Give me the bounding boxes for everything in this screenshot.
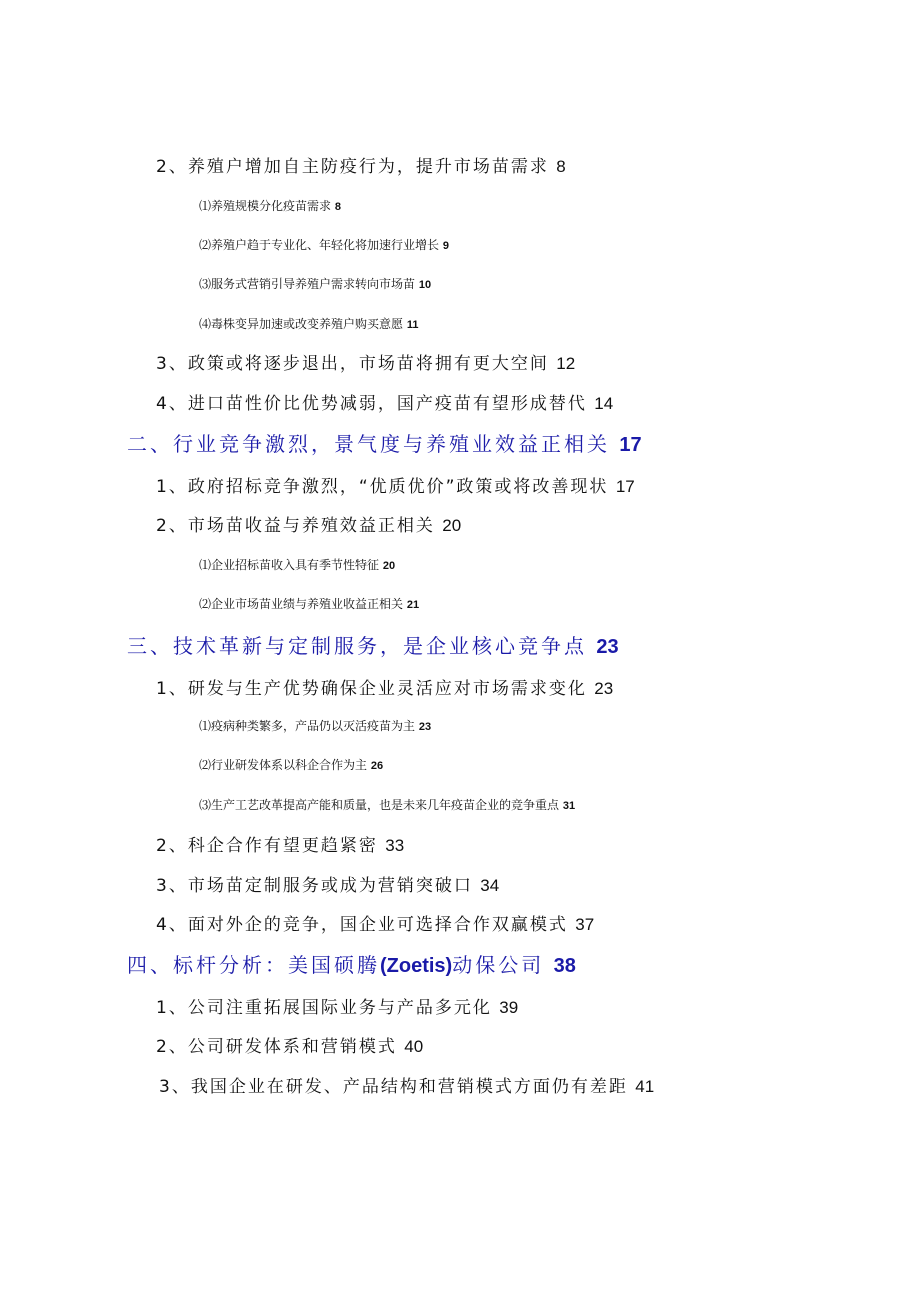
toc-page-number: 37 [575,915,595,934]
toc-chapter-heading[interactable] [127,949,576,978]
toc-entry-text: ⑶服务式营销引导养殖户需求转向市场苗 [199,277,416,291]
toc-entry[interactable] [199,315,418,332]
toc-entry-text: ⑵养殖户趋于专业化、年轻化将加速行业增长 [199,238,440,252]
toc-entry[interactable] [199,756,383,773]
toc-page-number: 34 [480,876,500,895]
toc-entry-text: 1、研发与生产优势确保企业灵活应对市场需求变化 [156,679,587,699]
toc-chapter-heading[interactable] [127,630,619,659]
toc-entry[interactable] [156,674,613,699]
toc-page-number: 40 [404,1037,424,1056]
toc-entry[interactable] [199,796,575,813]
toc-entry[interactable] [199,197,341,214]
toc-entry[interactable] [156,349,575,374]
toc-entry-text: 2、市场苗收益与养殖效益正相关 [156,516,435,536]
toc-entry-text: 3、我国企业在研发、产品结构和营销模式方面仍有差距 [159,1077,628,1097]
toc-entry[interactable] [156,511,461,536]
toc-entry-text: ⑷毒株变异加速或改变养殖户购买意愿 [199,317,404,331]
toc-page-number: 23 [594,679,614,698]
toc-entry-text: ⑴疫病种类繁多，产品仍以灭活疫苗为主 [199,719,416,733]
toc-entry-text: 1、公司注重拓展国际业务与产品多元化 [156,998,492,1018]
toc-entry-text: ⑴企业招标苗收入具有季节性特征 [199,558,380,572]
toc-entry[interactable] [199,275,431,292]
toc-entry[interactable] [199,717,431,734]
toc-entry-text: ⑵行业研发体系以科企合作为主 [199,758,368,772]
toc-entry[interactable] [156,910,594,935]
toc-entry[interactable] [156,152,566,177]
toc-page-number: 14 [594,394,614,413]
toc-chapter-text: 二、行业竞争激烈，景气度与养殖业效益正相关 [127,432,610,456]
toc-chapter-text: 四、标杆分析：美国硕腾 [127,953,380,977]
toc-page-number: 11 [406,319,419,331]
toc-entry-text: 3、政策或将逐步退出，市场苗将拥有更大空间 [156,354,549,374]
toc-page-number: 39 [499,998,519,1017]
toc-entry[interactable] [159,1072,654,1097]
toc-page-number: 20 [382,560,396,572]
toc-entry-text: 4、面对外企的竞争，国企业可选择合作双赢模式 [156,915,568,935]
toc-page-number: 23 [596,636,619,658]
toc-page-number: 8 [334,201,341,213]
toc-entry-text: ⑵企业市场苗业绩与养殖业收益正相关 [199,597,404,611]
toc-entry[interactable] [156,871,499,896]
toc-entry-text: ⑶生产工艺改革提高产能和质量，也是未来几年疫苗企业的竞争重点 [199,798,560,812]
toc-page-number: 12 [556,354,576,373]
toc-page-number: 23 [418,721,432,733]
toc-entry-text: 2、科企合作有望更趋紧密 [156,836,378,856]
toc-page-number: 10 [418,279,432,291]
toc-entry[interactable] [199,595,419,612]
toc-page-number: 8 [556,157,566,176]
toc-entry[interactable] [156,831,404,856]
toc-entry-text: 2、公司研发体系和营销模式 [156,1037,397,1057]
toc-chapter-heading[interactable] [127,428,642,457]
toc-page-number: 20 [442,516,462,535]
toc-chapter-text-suffix: 动保公司 [452,953,545,977]
toc-entry[interactable] [156,1032,423,1057]
toc-entry[interactable] [156,389,613,414]
toc-entry-text: 1、政府招标竞争激烈，“优质优价”政策或将改善现状 [156,477,609,497]
toc-entry[interactable] [156,993,518,1018]
toc-entry-text: 3、市场苗定制服务或成为营销突破口 [156,876,473,896]
toc-entry[interactable] [199,236,449,253]
toc-page-number: 26 [370,760,384,772]
toc-entry-text: 2、养殖户增加自主防疫行为，提升市场苗需求 [156,157,549,177]
toc-page-number: 41 [635,1077,655,1096]
toc-page-number: 9 [442,240,449,252]
toc-entry-text: ⑴养殖规模分化疫苗需求 [199,199,332,213]
toc-entry[interactable] [156,472,635,497]
toc-page-number: 31 [562,800,576,812]
toc-page-number: 38 [553,955,576,977]
toc-page-number: 21 [406,599,420,611]
toc-entry-text: 4、进口苗性价比优势减弱，国产疫苗有望形成替代 [156,394,587,414]
toc-page-number: 17 [615,477,635,496]
toc-chapter-text-latin: (Zoetis) [380,955,453,977]
toc-page-number: 17 [619,434,642,456]
toc-chapter-text: 三、技术革新与定制服务，是企业核心竞争点 [127,634,587,658]
toc-entry[interactable] [199,556,395,573]
toc-page-number: 33 [385,836,405,855]
